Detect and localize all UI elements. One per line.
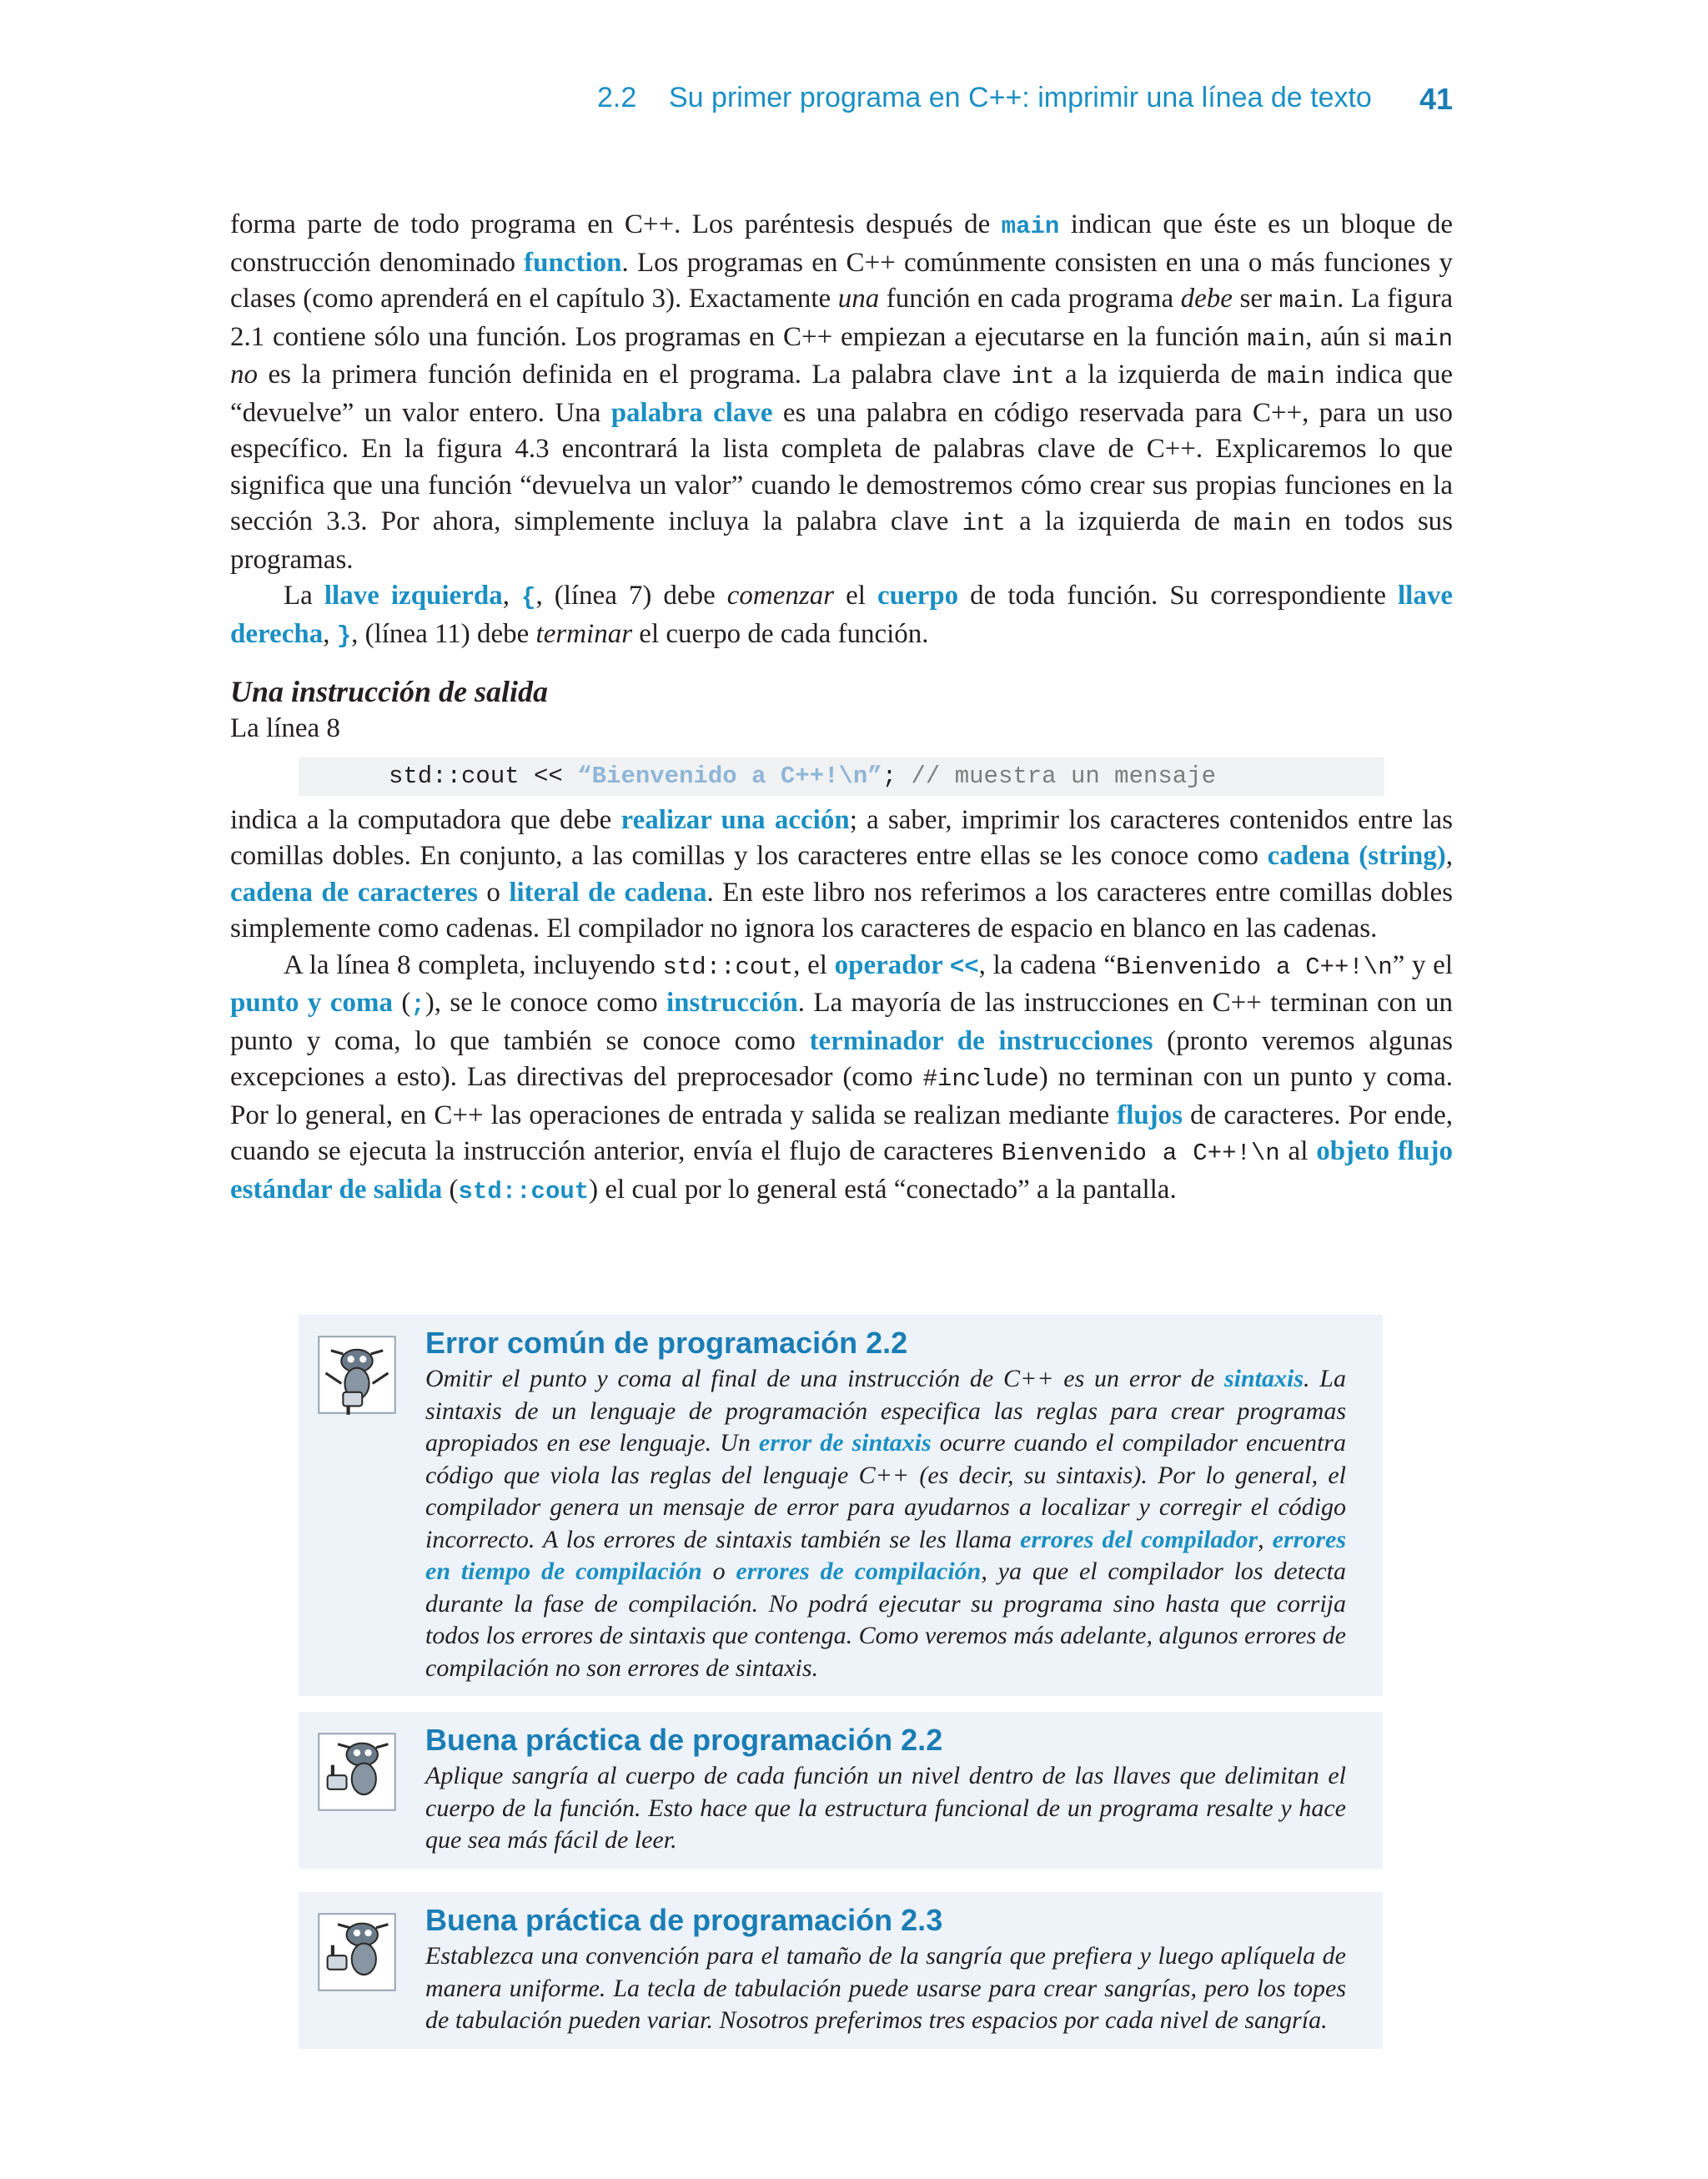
text-run: , (1445, 841, 1453, 871)
tip-title: Buena práctica de programación 2.3 (425, 1903, 943, 1937)
text-run: ser (1232, 284, 1279, 314)
key-term: error de sintaxis (758, 1429, 932, 1457)
text-run: indica a la computadora que debe (230, 804, 621, 835)
text-run: , (línea 7) debe (535, 581, 727, 611)
text-run: , el (793, 949, 835, 980)
text-run: ( (392, 988, 411, 1018)
text-run: . La figura 2.1 contiene sólo una función. Los programas en C++ empiezan a ejecutarse en la función (230, 284, 1453, 352)
code-term: << (949, 953, 979, 981)
text-run: Omitir el punto y coma al final de una instrucción de C++ es un error de (425, 1365, 1224, 1392)
text-run: . La sintaxis de un lenguaje de programación especifica las reglas para crear programas apropiados en ese lenguaje. Un (425, 1365, 1346, 1457)
paragraph-4 (230, 948, 1453, 1210)
text-run: ocurre cuando el compilador encuentra código que viola las reglas del lenguaje C++ (es decir, su sintaxis). Por lo general, el compilador genera un mensaje de error para ayudarnos a localizar y corregir el código incorrecto. A los errores de sintaxis también se les llama (425, 1429, 1346, 1553)
text-run: ( (442, 1174, 459, 1205)
text-run: . La mayoría de las instrucciones en C++ terminan con un punto y coma, lo que también se conoce como (230, 988, 1453, 1056)
text-run: . Los programas en C++ comúnmente consisten en una o más funciones y clases (como aprenderá en el capítulo 3). Exactamente (230, 247, 1453, 314)
text-run: . En este libro nos referimos a los caracteres entre comillas dobles simplemente como cadenas. El compilador no ignora los caracteres de espacio en blanco en las cadenas. (230, 877, 1453, 944)
tip-text: Establezca una convención para el tamaño de la sangría que prefiera y luego aplíquela de manera uniforme. La tecla de tabulación puede usarse para crear sangrías, pero los topes de tabulación pueden variar. Nosotros preferimos tres espacios por cada nivel de sangría. (425, 1942, 1346, 2034)
code-term: main (1001, 213, 1060, 240)
text-run: o (701, 1558, 736, 1585)
section-number: 2.2 (597, 82, 637, 113)
text-run: , (502, 581, 522, 611)
text-run: ), se le conoce como (424, 988, 667, 1018)
text-run: ; a saber, imprimir los caracteres contenidos entre las comillas dobles. En conjunto, a las comillas y los caracteres entre ellas se les conoce como (230, 804, 1453, 871)
text-run: función en cada programa (879, 284, 1181, 314)
code-term: Bienvenido a C++!\n (1116, 953, 1393, 981)
subheading: Una instrucción de salida (230, 675, 549, 708)
key-term: llave derecha (230, 581, 1453, 649)
text-run: , (323, 618, 337, 649)
text-run: , aún si (1305, 321, 1395, 352)
bug-thumbs-up-icon (314, 1729, 400, 1815)
text-run: ) no terminan con un punto y coma. Por lo general, en C++ las operaciones de entrada y salida se realizan mediante (230, 1062, 1454, 1130)
text-run: de toda función. Su correspondiente (958, 581, 1399, 611)
key-term: palabra clave (610, 397, 773, 428)
code-term: { (521, 584, 536, 611)
tip-text: Aplique sangría al cuerpo de cada función un nivel dentro de las llaves que delimitan el cuerpo de la función. Esto hace que la estructura funcional de un programa resalte y hace que sea más fácil de leer. (425, 1762, 1346, 1854)
key-term: llave izquierda (324, 581, 503, 611)
code-term: } (336, 621, 352, 650)
code-term: #include (922, 1065, 1039, 1093)
key-term: errores del compilador (1020, 1525, 1258, 1553)
tip-box-good-practice-2-3 (299, 1892, 1383, 2049)
text-run: forma parte de todo programa en C++. Los paréntesis después de (230, 209, 1002, 239)
tip-text (425, 1363, 1346, 1684)
text-run: de caracteres. Por ende, cuando se ejecuta la instrucción anterior, envía el flujo de caracteres (230, 1100, 1453, 1166)
key-term: objeto flujo estándar de salida (230, 1136, 1453, 1205)
running-header (597, 82, 1453, 120)
text-run: al (1279, 1136, 1317, 1166)
key-term: sintaxis (1223, 1365, 1304, 1392)
key-term: cadena de caracteres (230, 877, 478, 908)
key-term: errores de compilación (736, 1558, 982, 1585)
code-term: std::cout (662, 953, 794, 981)
emphasis: terminar (535, 618, 633, 649)
code-term: int (1011, 363, 1055, 390)
key-term: cuerpo (877, 581, 959, 611)
emphasis: no (230, 360, 258, 390)
code-term: main (1267, 363, 1325, 390)
code-term: main (1233, 510, 1292, 537)
text-run: ) el cual por lo general está “conectado” a la pantalla. (589, 1174, 1177, 1205)
code-term: main (1247, 325, 1306, 353)
text-run: a la izquierda de (1005, 506, 1234, 536)
code-term: main (1278, 287, 1338, 315)
code-term: std::cout (458, 1177, 590, 1205)
text-run: , (1258, 1525, 1273, 1553)
code-term: Bienvenido a C++!\n (1001, 1140, 1280, 1167)
tip-box-good-practice-2-2 (299, 1712, 1383, 1869)
emphasis: debe (1180, 284, 1233, 314)
text-run: La (284, 581, 324, 611)
code-text: ; (882, 762, 912, 790)
main-text (230, 207, 1453, 1210)
key-term: punto y coma (230, 988, 393, 1018)
text-run: en todos sus programas. (230, 506, 1454, 575)
key-term: flujos (1117, 1100, 1183, 1130)
code-term: int (962, 510, 1006, 537)
text-run: indica que “devuelve” un valor entero. Una (230, 360, 1453, 428)
tip-box-common-error (299, 1315, 1383, 1696)
paragraph-2 (230, 578, 1453, 654)
text-run: el (834, 581, 877, 611)
text-run: es la primera función definida en el programa. La palabra clave (258, 360, 1012, 390)
text-run: es una palabra en código reservada para C++, para un uso específico. En la figura 4.3 encontrará la lista completa de palabras clave de C++. Explicaremos lo que significa que una función “devuelva un valor” cuando le demostremos cómo crear sus propias funciones en la sección 3.3. Por ahora, simplemente incluya la palabra clave (230, 397, 1454, 536)
code-comment: // muestra un mensaje (911, 762, 1216, 790)
key-term: operador (834, 949, 950, 980)
text-run: a la izquierda de (1054, 360, 1268, 390)
key-term: terminador de instrucciones (809, 1025, 1153, 1056)
key-term: literal de cadena (509, 877, 707, 908)
key-term: realizar una acción (620, 804, 850, 835)
code-term: main (1394, 325, 1453, 353)
code-term: ; (410, 991, 425, 1019)
code-line-box (299, 757, 1384, 796)
tip-title: Error común de programación 2.2 (425, 1326, 908, 1360)
emphasis: una (837, 284, 880, 314)
bug-thumbs-down-icon (314, 1331, 400, 1418)
page-number: 41 (1419, 82, 1453, 116)
text-run: o (477, 877, 510, 908)
code-string: “Bienvenido a C++!\n” (577, 762, 882, 790)
section-title: Su primer programa en C++: imprimir una línea de texto (669, 82, 1372, 113)
bug-thumbs-up-icon (314, 1909, 400, 1995)
text-run: , ya que el compilador los detecta durante la fase de compilación. No podrá ejecutar su programa sino hasta que corrija todos los errores de sintaxis que contenga. Como veremos más adelante, algunos errores de compilación no son errores de sintaxis. (425, 1558, 1347, 1682)
code-text: std::cout << (389, 762, 578, 790)
text-run: , la cadena “ (978, 949, 1117, 980)
key-term: instrucción (666, 988, 798, 1018)
key-term: function (524, 247, 622, 278)
text-run: , (línea 11) debe (351, 618, 536, 649)
text-run: (pronto veremos algunas excepciones a esto). Las directivas del preprocesador (como (230, 1025, 1454, 1092)
text-run: ” y el (1392, 949, 1453, 980)
text-run: el cuerpo de cada función. (632, 618, 929, 649)
key-term: cadena (string) (1267, 841, 1446, 871)
text-run: A la línea 8 completa, incluyendo (284, 949, 663, 980)
tip-title: Buena práctica de programación 2.2 (425, 1723, 943, 1757)
emphasis: comenzar (726, 581, 835, 611)
key-term: errores en tiempo de compilación (425, 1525, 1347, 1585)
text-run: indican que éste es un bloque de construcción denominado (230, 209, 1453, 278)
paragraph-3 (230, 803, 1453, 948)
line-8-label: La línea 8 (230, 713, 340, 743)
paragraph-1 (230, 207, 1453, 578)
